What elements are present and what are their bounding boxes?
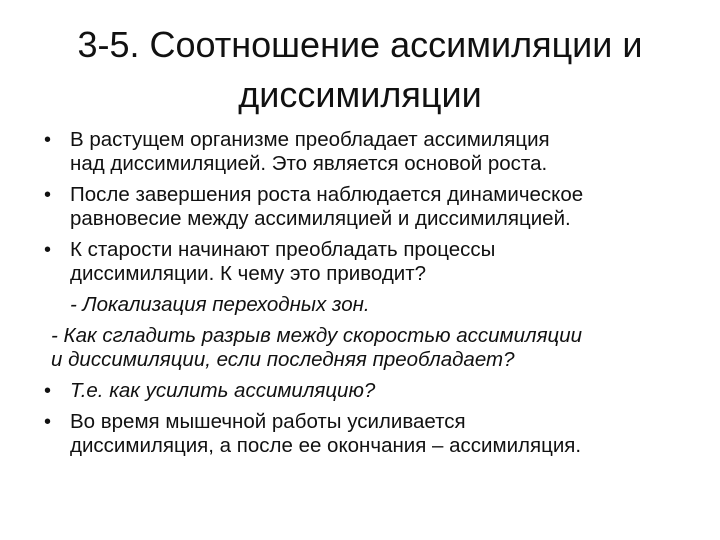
- slide-body: [44, 128, 694, 465]
- bullet-item-1: [44, 128, 694, 176]
- bullet-text-line: диссимиляция, а после ее окончания – ассимиляция.: [70, 434, 582, 457]
- bullet-text-line: диссимиляции. К чему это приводит?: [70, 262, 427, 285]
- bullet-text-line: над диссимиляцией. Это является основой роста.: [70, 152, 548, 175]
- dash-note-localization: [44, 293, 694, 317]
- bullet-text-line: В растущем организме преобладает ассимиляция: [70, 128, 550, 151]
- bullet-text-line: К старости начинают преобладать процессы: [70, 238, 496, 261]
- title-line-1: 3-5. Соотношение ассимиляции и: [77, 24, 643, 65]
- bullet-item-3: [44, 238, 694, 286]
- bullet-item-4: [44, 379, 694, 403]
- bullet-icon: •: [44, 411, 52, 433]
- bullet-text-line: После завершения роста наблюдается динамическое: [70, 183, 584, 206]
- dash-text-line: и диссимиляции, если последняя преобладает?: [51, 348, 515, 371]
- bullet-text-line: Во время мышечной работы усиливается: [70, 410, 466, 433]
- dash-question-gap: [44, 324, 694, 372]
- bullet-icon: •: [44, 380, 52, 402]
- bullet-icon: •: [44, 239, 52, 261]
- bullet-text-line: Т.е. как усилить ассимиляцию?: [70, 379, 376, 402]
- dash-text-line: - Как сгладить разрыв между скоростью ассимиляции: [51, 324, 583, 347]
- bullet-icon: •: [44, 184, 52, 206]
- dash-text-line: - Локализация переходных зон.: [70, 293, 370, 316]
- bullet-icon: •: [44, 129, 52, 151]
- bullet-text-line: равновесие между ассимиляцией и диссимиляцией.: [70, 207, 571, 230]
- slide-title: [0, 20, 720, 120]
- bullet-item-2: [44, 183, 694, 231]
- bullet-item-5: [44, 410, 694, 458]
- title-line-2: диссимиляции: [238, 74, 482, 115]
